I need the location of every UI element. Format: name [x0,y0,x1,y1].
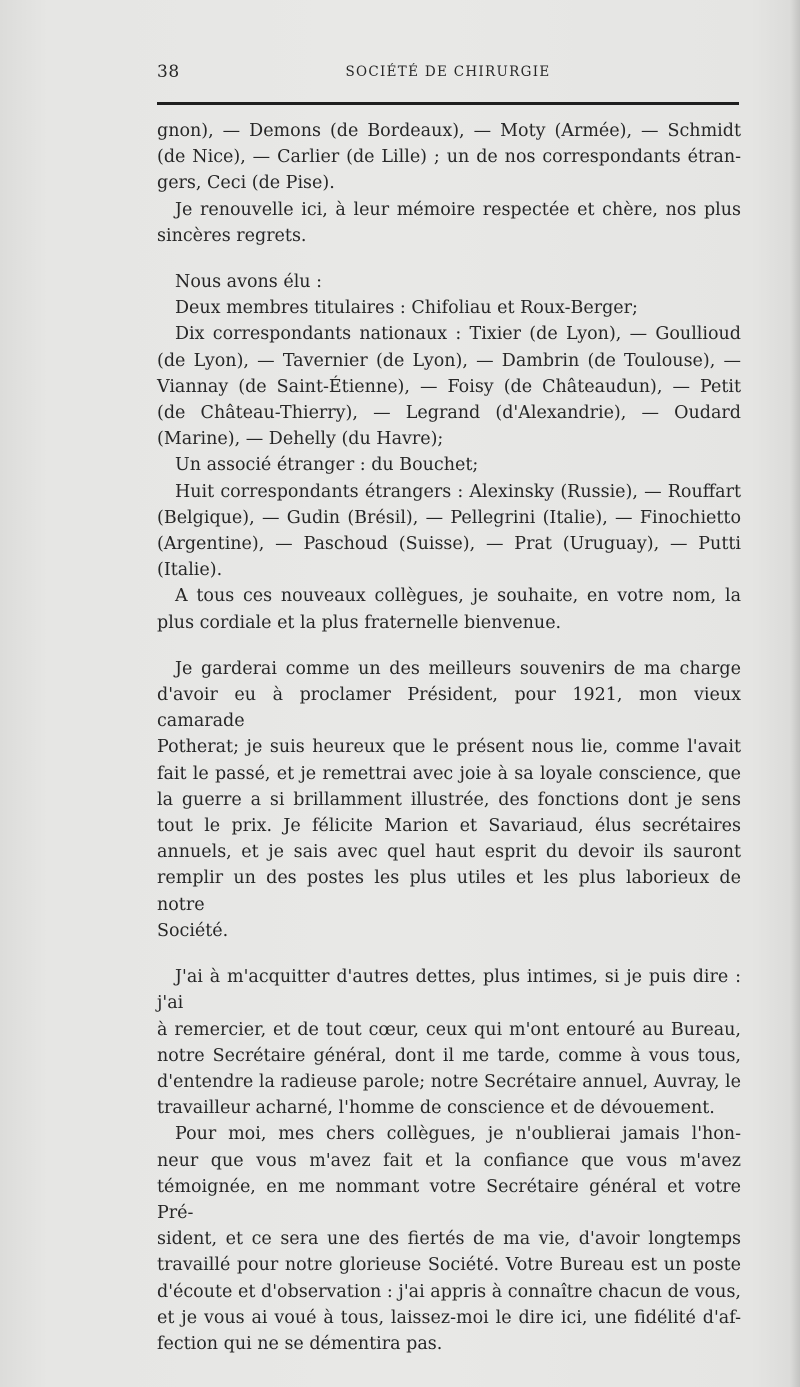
text-line: et je vous ai voué à tous, laissez-moi le dire ici, une fidélité d'af- [157,1307,741,1328]
text-line: neur que vous m'avez fait et la confiance que vous m'avez [157,1150,741,1171]
text-line: sincères regrets. [157,225,307,246]
paragraph-gap [157,249,741,269]
text-line: Potherat; je suis heureux que le présent nous lie, comme l'avait [157,737,741,758]
text-line: gnon), — Demons (de Bordeaux), — Moty (Armée), — Schmidt [157,121,741,141]
text-line: travaillé pour notre glorieuse Société. Votre Bureau est un poste [157,1255,741,1276]
text-line: (de Lyon), — Tavernier (de Lyon), — Dambrin (de Toulouse), — [157,350,741,371]
text-line: plus cordiale et la plus fraternelle bienvenue. [157,612,562,633]
text-line: Viannay (de Saint-Étienne), — Foisy (de Châteaudun), — Petit [157,376,741,397]
running-title: SOCIÉTÉ DE CHIRURGIE [345,64,551,80]
text-line: à remercier, et de tout cœur, ceux qui m'ont entouré au Bureau, [157,1019,741,1040]
text-line: Pour moi, mes chers collègues, je n'oublierai jamais l'hon- [175,1124,741,1145]
text-line: fection qui ne se démentira pas. [157,1333,443,1354]
text-line: fait le passé, et je remettrai avec joie à sa loyale conscience, que [157,763,741,784]
paragraph-gap [157,944,741,964]
page-header [157,62,739,88]
paragraph-gap [157,636,741,656]
text-line: Je garderai comme un des meilleurs souvenirs de ma charge [175,658,741,679]
text-line: Un associé étranger : du Bouchet; [175,455,479,476]
text-line: d'entendre la radieuse parole; notre Secrétaire annuel, Auvray, le [157,1071,741,1092]
text-line: gers, Ceci (de Pise). [157,173,335,194]
header-rule [157,102,739,105]
page-edge-shadow [790,0,800,1387]
text-line: notre Secrétaire général, dont il me tarde, comme à vous tous, [157,1045,741,1066]
text-line: (Marine), — Dehelly (du Havre); [157,429,444,450]
text-line: Société. [157,920,229,941]
text-line: (Argentine), — Paschoud (Suisse), — Prat (Uruguay), — Putti [157,534,741,555]
text-line: travailleur acharné, l'homme de conscience et de dévouement. [157,1098,715,1119]
text-line: A tous ces nouveaux collègues, je souhaite, en votre nom, la [175,586,741,607]
text-line: d'écoute et d'observation : j'ai appris à connaître chacun de vous, [157,1281,741,1302]
text-line: Nous avons élu : [175,272,323,293]
text-line: la guerre a si brillamment illustrée, des fonctions dont je sens [157,789,741,810]
text-line: annuels, et je sais avec quel haut esprit du devoir ils sauront [157,842,741,863]
text-line: Deux membres titulaires : Chifoliau et Roux-Berger; [175,298,638,319]
text-line: (Belgique), — Gudin (Brésil), — Pellegrini (Italie), — Finochietto [157,507,741,528]
text-line: (de Château-Thierry), — Legrand (d'Alexandrie), — Oudard [157,403,741,424]
text-line: Dix correspondants nationaux : Tixier (de Lyon), — Goullioud [175,324,741,345]
text-line: témoignée, en me nommant votre Secrétaire général et votre Pré- [157,1176,741,1223]
text-line: Je renouvelle ici, à leur mémoire respectée et chère, nos plus [175,199,741,220]
page-number: 38 [157,62,180,82]
text-line: (Italie). [157,560,223,581]
text-line: sident, et ce sera une des fiertés de ma vie, d'avoir longtemps [157,1229,741,1250]
text-line: tout le prix. Je félicite Marion et Savariaud, élus secrétaires [157,816,741,837]
text-line: Huit correspondants étrangers : Alexinsky (Russie), — Rouffart [175,481,741,502]
text-line: (de Nice), — Carlier (de Lille) ; un de nos correspondants étran- [157,147,741,168]
text-line: J'ai à m'acquitter d'autres dettes, plus intimes, si je puis dire : j'ai [157,967,741,1014]
text-line: d'avoir eu à proclamer Président, pour 1921, mon vieux camarade [157,685,741,732]
body-text [157,118,741,1357]
text-line: remplir un des postes les plus utiles et les plus laborieux de notre [157,868,741,915]
